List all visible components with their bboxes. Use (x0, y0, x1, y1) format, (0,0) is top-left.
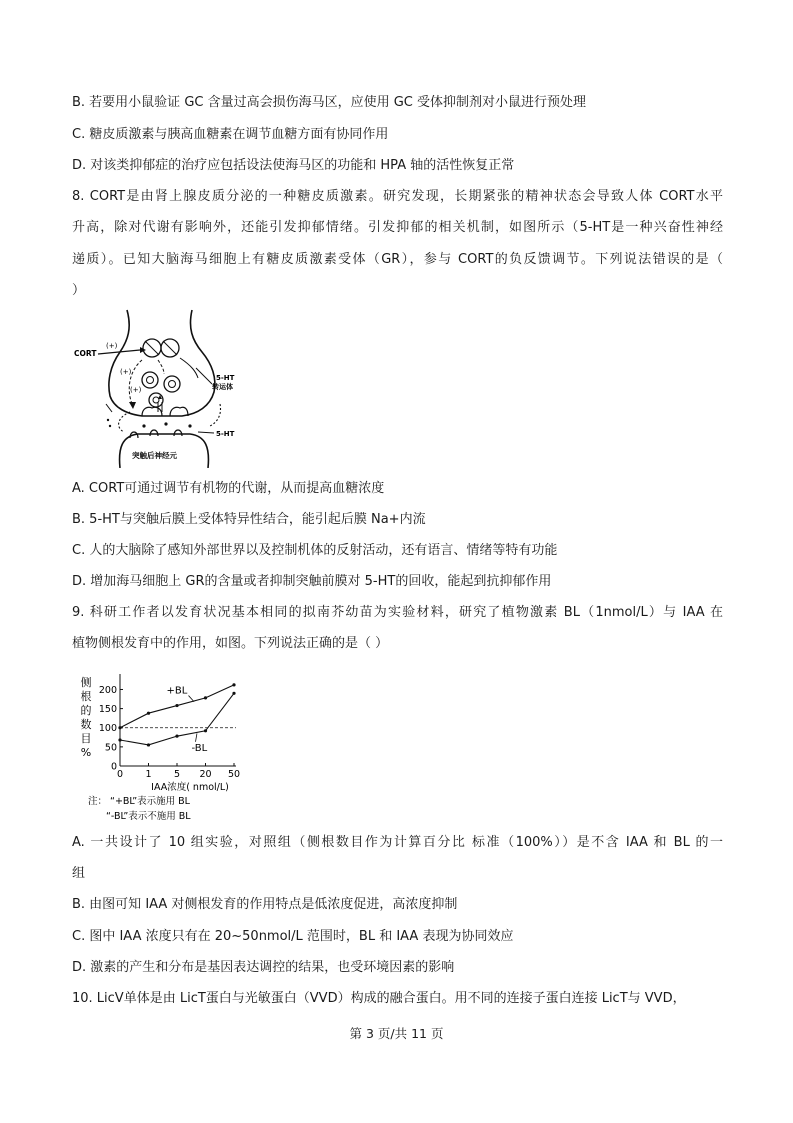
series-label-leader (196, 733, 197, 741)
q9-option-a-line-1: A. 一共设计了 10 组实验，对照组（侧根数目作为计算百分比 标准（100%））是不含 IAA 和 BL 的一 (72, 835, 723, 850)
q9-stem-line-1: 9. 科研工作者以发育状况基本相同的拟南芥幼苗为实验材料，研究了植物激素 BL（1nmol/L）与 IAA 在 (72, 605, 723, 620)
q9-option-a-line-2: 组 (72, 866, 86, 881)
presynaptic-membrane (109, 310, 215, 416)
q10-stem-line-1: 10. LicV单体是由 LicT蛋白与光敏蛋白（VVD）构成的融合蛋白。用不同的连接子蛋白连接 LicT与 VVD， (72, 991, 686, 1006)
chart-note-2: “-BL”表示不施用 BL (106, 811, 191, 822)
y-tick-label: 50 (104, 742, 117, 754)
chart-series (118, 683, 235, 754)
y-tick-label: 200 (98, 684, 117, 696)
data-point (232, 683, 235, 686)
5ht-receptor (150, 430, 158, 436)
x-tick-label: 50 (227, 769, 241, 780)
y-label-char: % (80, 746, 92, 759)
q8-option-c: C. 人的大脑除了感知外部世界以及控制机体的反射活动，还有语言、情绪等特有功能 (72, 543, 558, 558)
data-point (175, 735, 178, 738)
y-label-char: 数 (80, 718, 92, 731)
y-tick-label: 0 (110, 761, 117, 773)
q9-option-c: C. 图中 IAA 浓度只有在 20~50nmol/L 范围时，BL 和 IAA 表现为协同效应 (72, 929, 514, 944)
y-label-char: 目 (80, 732, 92, 745)
q7-option-d: D. 对该类抑郁症的治疗应包括设法使海马区的功能和 HPA 轴的活性恢复正常 (72, 158, 515, 173)
q8-option-a: A. CORT可通过调节有机物的代谢，从而提高血糖浓度 (72, 481, 385, 496)
y-label-char: 侧 (80, 676, 92, 689)
iaa-bl-chart (72, 664, 262, 826)
q9-option-b: B. 由图可知 IAA 对侧根发育的作用特点是低浓度促进，高浓度抑制 (72, 897, 458, 912)
5ht-label: 5-HT (216, 430, 235, 438)
plus-sign-3: (+) (130, 386, 142, 394)
data-point (147, 743, 150, 746)
x-axis-label: IAA浓度( nmol/L) (151, 782, 229, 793)
q8-stem-line-2: 升高，除对代谢有影响外，还能引发抑郁情绪。引发抑郁的相关机制，如图所示（5-HT是一种兴奋性神经 (72, 220, 723, 235)
data-point (204, 696, 207, 699)
y-label-char: 根 (80, 690, 92, 703)
x-tick-label: 1 (145, 769, 152, 780)
series-label: -BL (191, 742, 208, 754)
data-point (118, 738, 121, 741)
y-tick-label: 100 (98, 723, 117, 735)
cort-label: CORT (74, 349, 97, 358)
data-point (147, 712, 150, 715)
plus-sign-2: (+) (120, 368, 132, 376)
y-axis-label (81, 676, 92, 759)
q9-option-d: D. 激素的产生和分布是基因表达调控的结果，也受环境因素的影响 (72, 960, 455, 975)
vesicle (142, 372, 158, 388)
page-footer: 第 3 页/共 11 页 (349, 1026, 444, 1041)
q9-stem-line-2: 植物侧根发育中的作用，如图。下列说法正确的是（ ） (72, 636, 389, 651)
q8-stem-line-4: ） (72, 283, 86, 298)
postsynaptic-label: 突触后神经元 (132, 451, 177, 460)
chart-note-1: 注： “+BL”表示施用 BL (88, 796, 190, 807)
transporter-label-2: 转运体 (212, 383, 233, 391)
series-label-leader (189, 696, 195, 702)
data-point (204, 729, 207, 732)
transporter-label-1: 5-HT (216, 374, 235, 382)
data-point (118, 726, 121, 729)
x-tick-label: 20 (199, 769, 212, 780)
y-label-char: 的 (80, 704, 92, 717)
vesicle (164, 376, 180, 392)
data-point (232, 692, 235, 695)
q7-option-b: B. 若要用小鼠验证 GC 含量过高会损伤海马区，应使用 GC 受体抑制剂对小鼠进行预处理 (72, 95, 587, 110)
q7-option-c: C. 糖皮质激素与胰高血糖素在调节血糖方面有协同作用 (72, 127, 389, 142)
plus-sign-1: (+) (106, 342, 118, 350)
q8-option-b: B. 5-HT与突触后膜上受体特异性结合，能引起后膜 Na+内流 (72, 512, 426, 527)
x-tick-label: 5 (173, 769, 181, 780)
x-tick-label: 0 (116, 769, 124, 780)
q8-option-d: D. 增加海马细胞上 GR的含量或者抑制突触前膜对 5-HT的回收，能起到抗抑郁作用 (72, 574, 552, 589)
vesicle (149, 393, 163, 407)
series-label: +BL (166, 685, 188, 697)
data-point (175, 704, 178, 707)
5ht-receptor (174, 430, 182, 436)
q8-stem-line-3: 递质）。已知大脑海马细胞上有糖皮质激素受体（GR），参与 CORT的负反馈调节。下列说法错误的是（ (72, 252, 723, 267)
synapse-diagram (72, 308, 242, 468)
q8-stem-line-1: 8. CORT是由肾上腺皮质分泌的一种糖皮质激素。研究发现，长期紧张的精神状态会导致人体 CORT水平 (72, 189, 723, 204)
y-tick-label: 150 (98, 704, 117, 716)
